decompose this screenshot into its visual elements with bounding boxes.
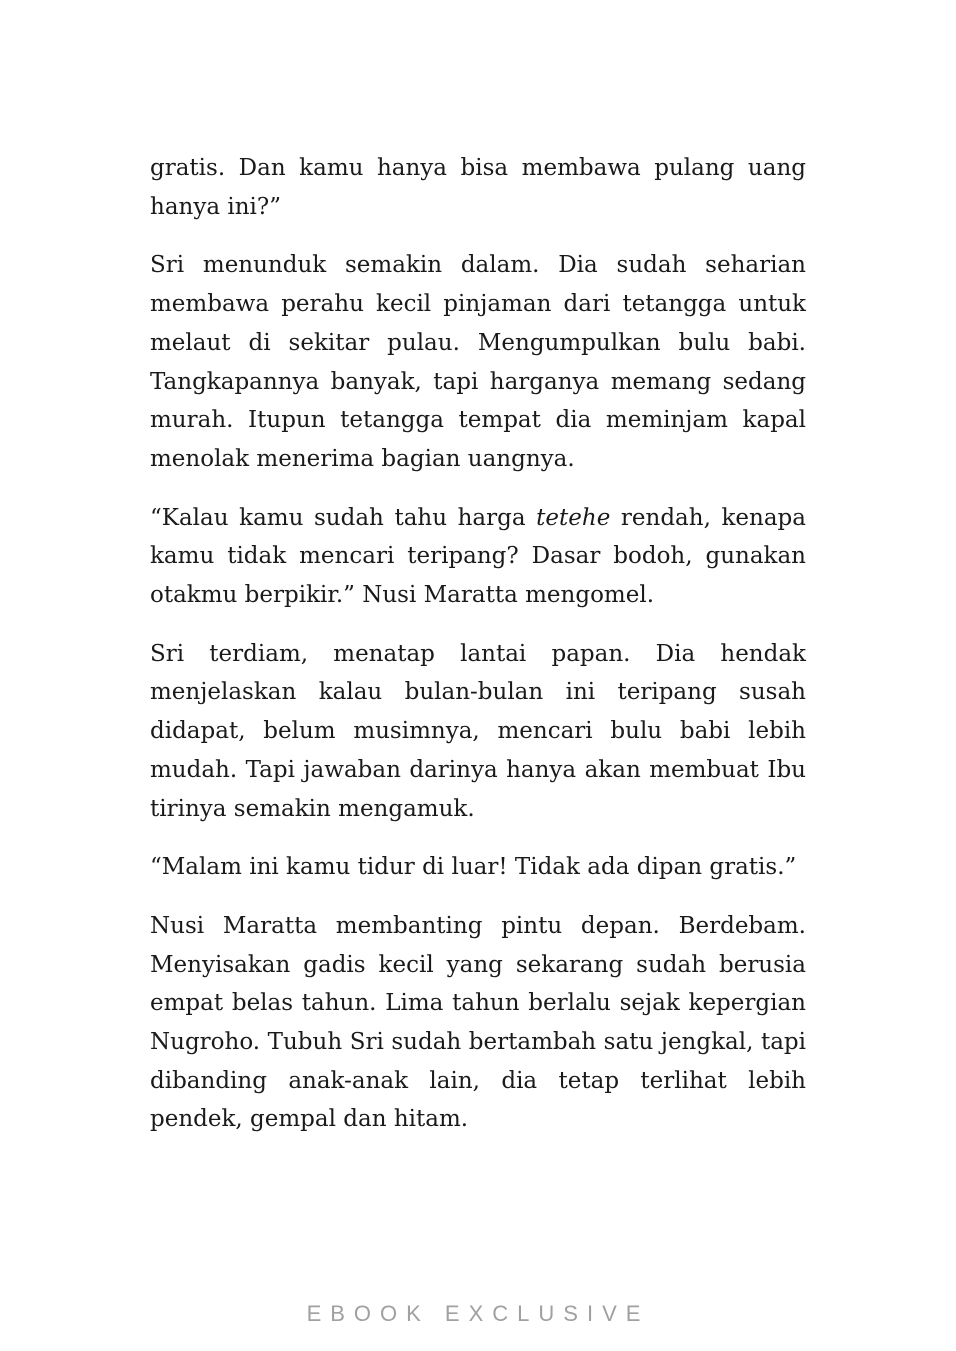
paragraph-6: Nusi Maratta membanting pintu depan. Berdebam. Menyisakan gadis kecil yang sekarang sudah berusia empat belas tahun. Lima tahun berlalu sejak kepergian Nugroho. Tubuh Sri sudah bertambah satu jengkal, tapi dibanding anak-anak lain, dia tetap terlihat lebih pendek, gempal dan hitam. — [150, 912, 806, 1133]
italic-term: tetehe — [536, 504, 611, 531]
paragraph-3-end: rendah, kenapa kamu tidak mencari teripang? Dasar bodoh, gunakan otakmu berpikir.” Nusi Maratta mengomel. — [150, 504, 806, 609]
footer-label: EBOOK EXCLUSIVE — [306, 1301, 650, 1326]
paragraph-5: “Malam ini kamu tidur di luar! Tidak ada dipan gratis.” — [150, 854, 797, 881]
paragraph-4: Sri terdiam, menatap lantai papan. Dia hendak menjelaskan kalau bulan-bulan ini teripang susah didapat, belum musimnya, mencari bulu babi lebih mudah. Tapi jawaban darinya hanya akan membuat Ibu tirinya semakin mengamuk. — [150, 640, 806, 822]
paragraph-3-start: “Kalau kamu sudah tahu harga — [150, 504, 537, 531]
paragraph-1: gratis. Dan kamu hanya bisa membawa pulang uang hanya ini?” — [150, 155, 806, 220]
paragraph-2: Sri menunduk semakin dalam. Dia sudah seharian membawa perahu kecil pinjaman dari tetangga untuk melaut di sekitar pulau. Mengumpulkan bulu babi. Tangkapannya banyak, tapi harganya memang sedang murah. Itupun tetangga tempat dia meminjam kapal menolak menerima bagian uangnya. — [150, 252, 806, 472]
paragraph-3 — [150, 499, 806, 615]
page-body — [150, 149, 806, 1159]
